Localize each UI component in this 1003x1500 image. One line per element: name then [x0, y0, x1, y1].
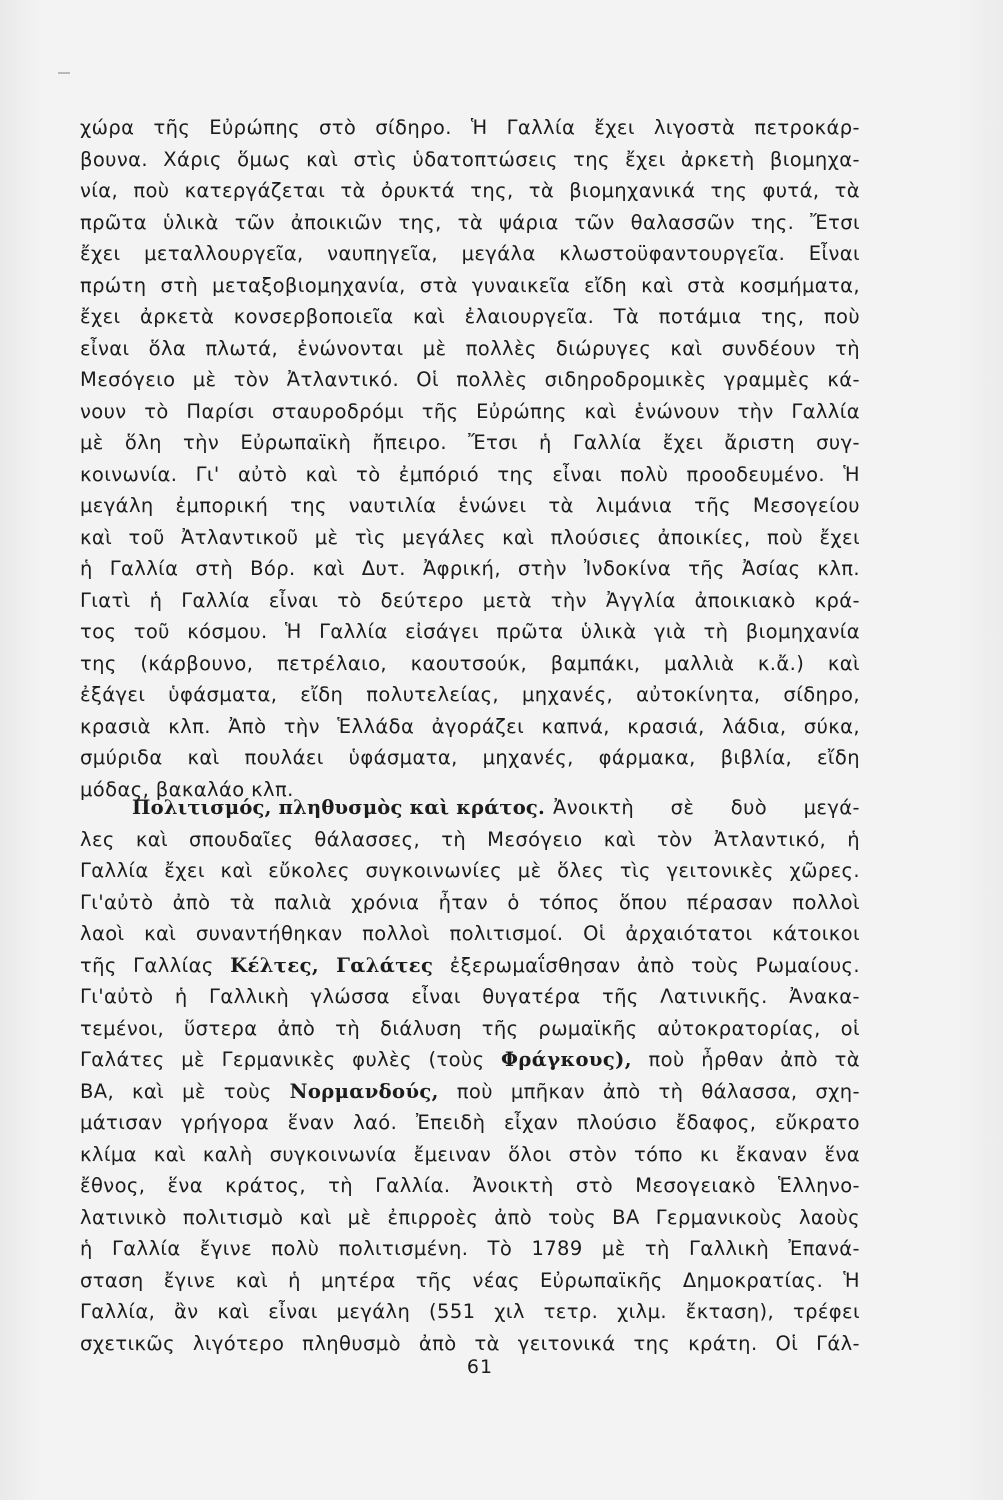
text-line: της (κάρβουνο, πετρέλαιο, καουτσούκ, βαμπάκι, μαλλιὰ κ.ἄ.) καὶ	[80, 651, 860, 675]
line-text: ποὺ μπῆκαν ἀπὸ τὴ θάλασσα, σχη-	[438, 1079, 860, 1103]
text-line: πρώτη στὴ μεταξοβιομηχανία, στὰ γυναικεῖα εἴδη καὶ στὰ κοσμήματα,	[80, 273, 860, 297]
text-line: λαοὶ καὶ συναντήθηκαν πολλοὶ πολιτισμοί. Οἱ ἀρχαιότατοι κάτοικοι	[80, 922, 860, 945]
text-line: μεγάλη ἐμπορική της ναυτιλία ἑνώνει τὰ λιμάνια τῆς Μεσογείου	[80, 494, 860, 517]
text-line: ἐξάγει ὑφάσματα, εἴδη πολυτελείας, μηχανές, αὐτοκίνητα, σίδηρο,	[80, 683, 860, 706]
text-line: κλίμα καὶ καλὴ συγκοινωνία ἔμειναν ὅλοι στὸν τόπο κι ἔκαναν ἕνα	[80, 1142, 860, 1166]
text-line: Μεσόγειο μὲ τὸν Ἀτλαντικό. Οἱ πολλὲς σιδηροδρομικὲς γραμμὲς κά-	[80, 368, 860, 391]
text-line: Γι'αὐτὸ ἡ Γαλλικὴ γλώσσα εἶναι θυγατέρα τῆς Λατινικῆς. Ἀνακα-	[80, 985, 860, 1008]
bold-term-normans: Νορμανδούς,	[289, 1079, 439, 1103]
text-line: ἔχει ἀρκετὰ κονσερβοποιεῖα καὶ ἐλαιουργεῖα. Τὰ ποτάμια της, ποὺ	[80, 305, 860, 328]
paragraph-economy	[80, 112, 860, 805]
text-line: βουνα. Χάρις ὅμως καὶ στὶς ὑδατοπτώσεις της ἔχει ἀρκετὴ βιομηχα-	[80, 147, 860, 171]
text-line: χώρα τῆς Εὐρώπης στὸ σίδηρο. Ἡ Γαλλία ἔχει λιγοστὰ πετροκάρ-	[80, 116, 860, 139]
text-line: μὲ ὅλη τὴν Εὐρωπαϊκὴ ἤπειρο. Ἔτσι ἡ Γαλλία ἔχει ἄριστη συγ-	[80, 431, 860, 454]
margin-mark	[58, 72, 70, 74]
text-line: τεμένοι, ὕστερα ἀπὸ τὴ διάλυση τῆς ρωμαϊκῆς αὐτοκρατορίας, οἱ	[80, 1016, 860, 1040]
page-number: 61	[466, 1356, 494, 1378]
text-line: σχετικῶς λιγότερο πληθυσμὸ ἀπὸ τὰ γειτονικά της κράτη. Οἱ Γάλ-	[80, 1331, 860, 1355]
line-text: ΒΑ, καὶ μὲ τοὺς	[80, 1079, 290, 1103]
text-line: σταση ἔγινε καὶ ἡ μητέρα τῆς νέας Εὐρωπαϊκῆς Δημοκρατίας. Ἡ	[80, 1268, 860, 1292]
text-line	[80, 950, 860, 982]
text-line: ἡ Γαλλία ἔγινε πολὺ πολιτισμένη. Τὸ 1789 μὲ τὴ Γαλλικὴ Ἐπανά-	[80, 1237, 860, 1260]
text-line: ἡ Γαλλία στὴ Βόρ. καὶ Δυτ. Ἀφρική, στὴν Ἰνδοκίνα τῆς Ἀσίας κλπ.	[80, 557, 860, 580]
text-line: κοινωνία. Γι' αὐτὸ καὶ τὸ ἐμπόριό της εἶναι πολὺ προοδευμένο. Ἡ	[80, 462, 860, 486]
bold-term-franks: Φράγκους),	[501, 1048, 632, 1071]
text-line: εἶναι ὅλα πλωτά, ἑνώνονται μὲ πολλὲς διώρυγες καὶ συνδέουν τὴ	[80, 336, 860, 360]
text-line	[80, 1044, 860, 1076]
text-line: Γιατὶ ἡ Γαλλία εἶναι τὸ δεύτερο μετὰ τὴν Ἀγγλία ἀποικιακὸ κρά-	[80, 588, 860, 612]
text-line: σμύριδα καὶ πουλάει ὑφάσματα, μηχανές, φάρμακα, βιβλία, εἴδη	[80, 746, 860, 769]
line-text: Γαλάτες μὲ Γερμανικὲς φυλὲς (τοὺς	[80, 1048, 502, 1071]
text-line: Γαλλία ἔχει καὶ εὔκολες συγκοινωνίες μὲ ὅλες τὶς γειτονικὲς χῶρες.	[80, 859, 860, 882]
text-line: πρῶτα ὑλικὰ τῶν ἀποικιῶν της, τὰ ψάρια τῶν θαλασσῶν της. Ἔτσι	[80, 210, 860, 234]
text-line-with-heading	[80, 792, 860, 824]
heading-line-rest: Ἀνοικτὴ σὲ δυὸ μεγά-	[553, 796, 860, 819]
text-line: Γαλλία, ἂν καὶ εἶναι μεγάλη (551 χιλ τετρ. χιλμ. ἔκταση), τρέφει	[80, 1300, 860, 1323]
text-line: μάτισαν γρήγορα ἕναν λαό. Ἐπειδὴ εἶχαν πλούσιο ἔδαφος, εὔκρατο	[80, 1111, 860, 1134]
paragraph-civilization	[80, 792, 860, 1359]
line-text: τῆς Γαλλίας	[80, 953, 231, 977]
line-text: ποὺ ἦρθαν ἀπὸ τὰ	[631, 1048, 860, 1071]
bold-term-celts: Κέλτες, Γαλάτες	[230, 953, 434, 977]
text-line: Γι'αὐτὸ ἀπὸ τὰ παλιὰ χρόνια ἦταν ὁ τόπος ὅπου πέρασαν πολλοὶ	[80, 890, 860, 914]
text-line: λες καὶ σπουδαῖες θάλασσες, τὴ Μεσόγειο καὶ τὸν Ἀτλαντικό, ἡ	[80, 827, 860, 851]
text-line: τος τοῦ κόσμου. Ἡ Γαλλία εἰσάγει πρῶτα ὑλικὰ γιὰ τὴ βιομηχανία	[80, 620, 860, 643]
section-heading: Πολιτισμός, πληθυσμὸς καὶ κράτος.	[132, 796, 545, 819]
text-line: μόδας, βακαλάο κλπ.	[80, 777, 294, 801]
text-line: νία, ποὺ κατεργάζεται τὰ ὀρυκτά της, τὰ βιομηχανικά της φυτά, τὰ	[80, 179, 860, 202]
text-line: ἔθνος, ἕνα κράτος, τὴ Γαλλία. Ἀνοικτὴ στὸ Μεσογειακὸ Ἑλληνο-	[80, 1174, 860, 1197]
text-line: ἔχει μεταλλουργεῖα, ναυπηγεῖα, μεγάλα κλωστοϋφαντουργεῖα. Εἶναι	[80, 242, 860, 265]
line-text: ἐξερωμαΐσθησαν ἀπὸ τοὺς Ρωμαίους.	[433, 953, 861, 977]
text-line: νουν τὸ Παρίσι σταυροδρόμι τῆς Εὐρώπης καὶ ἑνώνουν τὴν Γαλλία	[80, 399, 860, 423]
text-line: λατινικὸ πολιτισμὸ καὶ μὲ ἐπιρροὲς ἀπὸ τοὺς ΒΑ Γερμανικοὺς λαοὺς	[80, 1205, 860, 1229]
text-line: κρασιὰ κλπ. Ἀπὸ τὴν Ἑλλάδα ἀγοράζει καπνά, κρασιά, λάδια, σύκα,	[80, 714, 860, 738]
text-line: καὶ τοῦ Ἀτλαντικοῦ μὲ τὶς μεγάλες καὶ πλούσιες ἀποικίες, ποὺ ἔχει	[80, 525, 860, 549]
text-line	[80, 1076, 860, 1108]
